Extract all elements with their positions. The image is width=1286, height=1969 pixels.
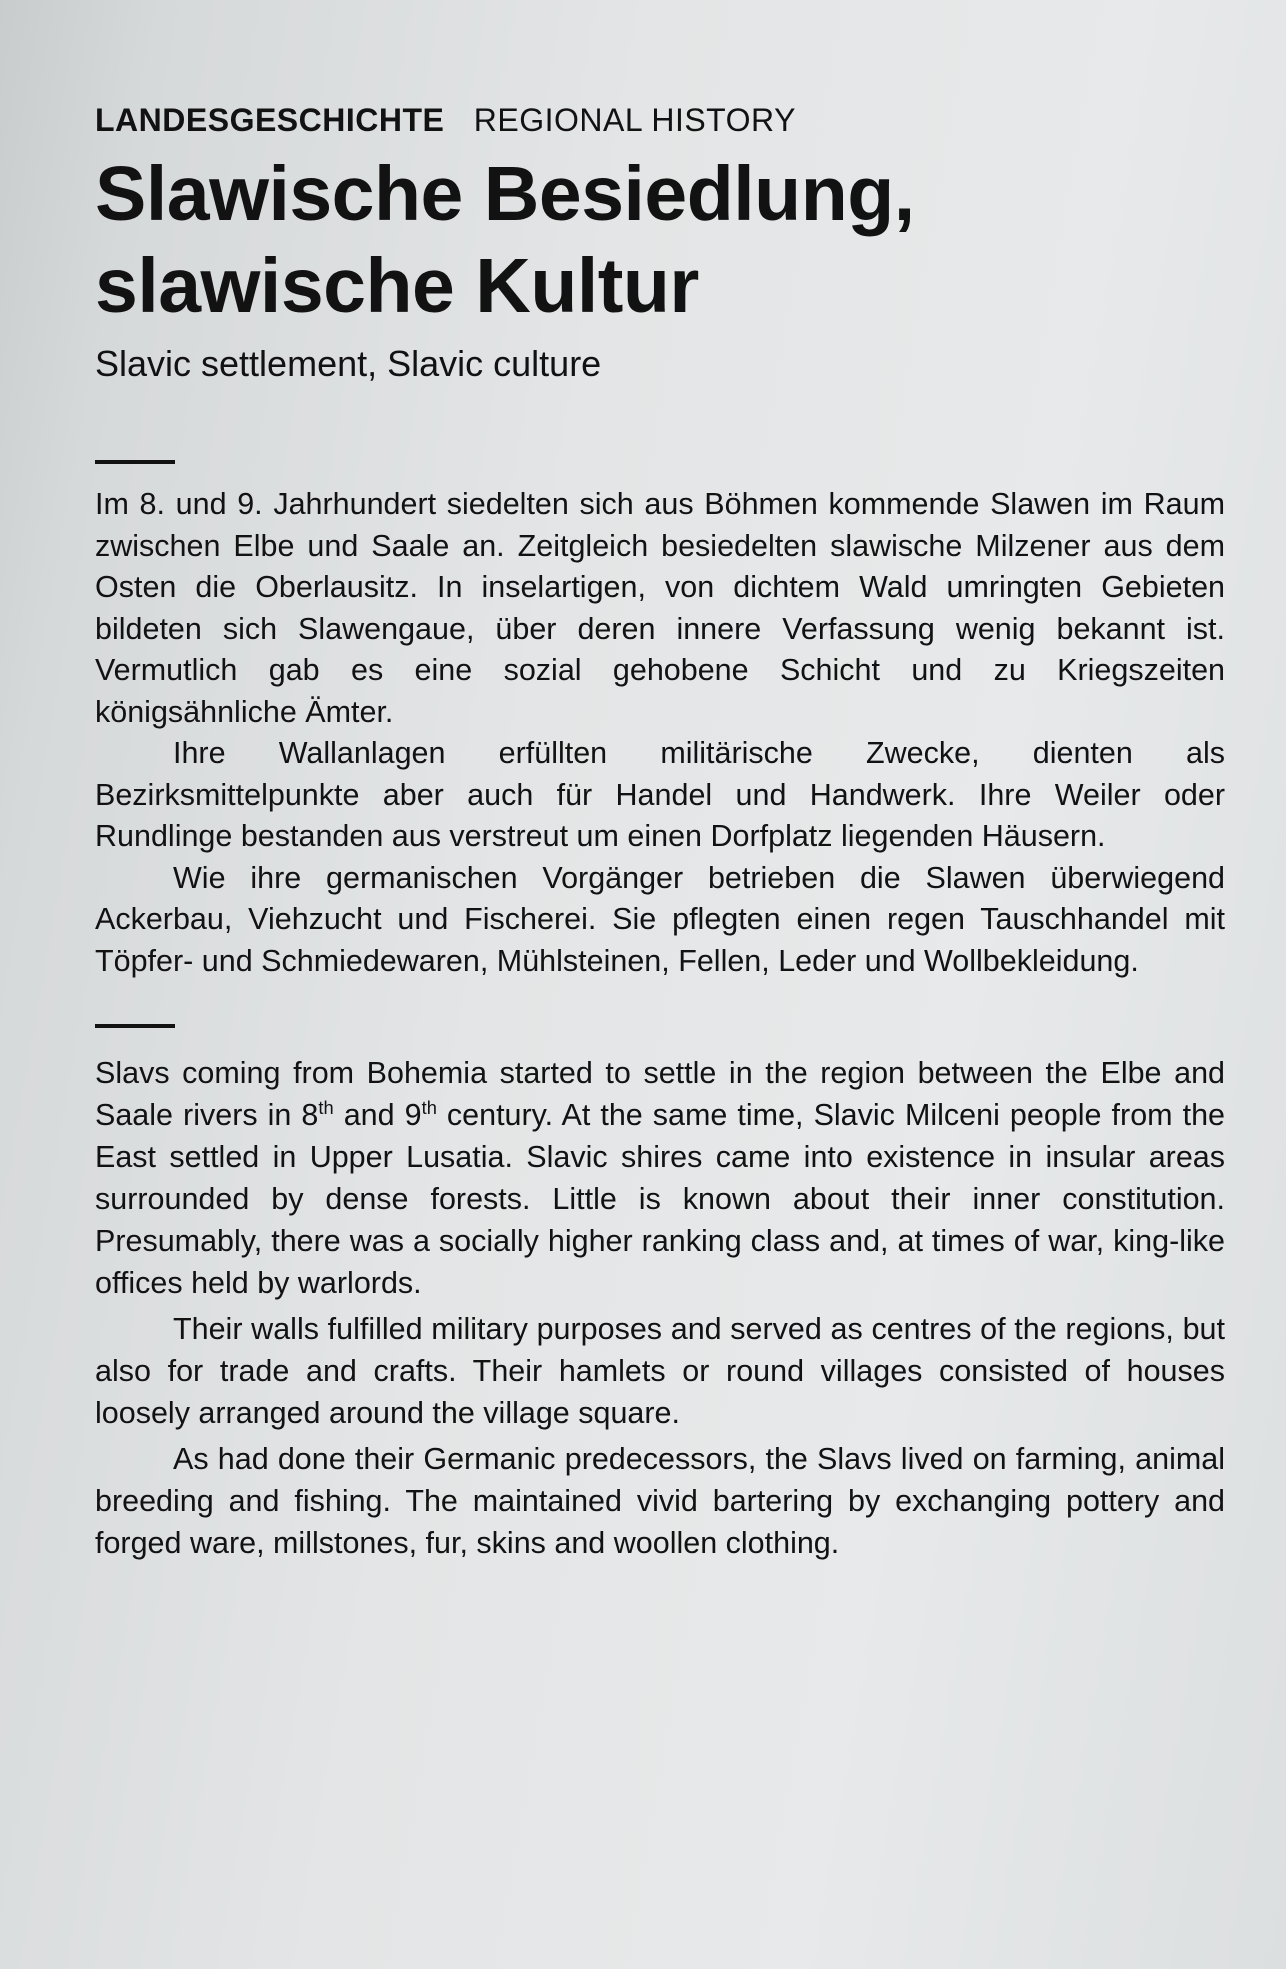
english-text: [95, 1052, 1225, 1564]
english-paragraph-1-part-b: and 9: [333, 1098, 422, 1132]
title-line-1: Slawische Besiedlung,: [95, 151, 915, 237]
english-paragraph-1-part-a: Slavs coming from Bohemia started to settle in the region between the Elbe and Saale rivers in 8: [95, 1056, 1225, 1132]
divider-english: [95, 1024, 175, 1028]
english-paragraph-2: Their walls fulfilled military purposes and served as centres of the regions, but also for trade and crafts. Their hamlets or round villages consisted of houses loosely arranged around the village square.: [95, 1312, 1225, 1430]
german-paragraph-2: Ihre Wallanlagen erfüllten militärische Zwecke, dienten als Bezirksmittelpunkte aber auch für Handel und Handwerk. Ihre Weiler oder Rundlinge bestanden aus verstreut um einen Dorfplatz liegenden Häusern.: [95, 736, 1225, 853]
kicker-english: REGIONAL HISTORY: [473, 102, 796, 138]
panel-title: [95, 148, 1225, 332]
exhibit-panel: [95, 100, 1225, 1564]
superscript-th-1: th: [318, 1096, 334, 1118]
kicker-german: LANDESGESCHICHTE: [95, 102, 445, 138]
panel-subtitle: Slavic settlement, Slavic culture: [95, 343, 602, 384]
german-text: [95, 484, 1225, 982]
german-paragraph-3: Wie ihre germanischen Vorgänger betrieben die Slawen überwiegend Ackerbau, Viehzucht und Fischerei. Sie pflegten einen regen Tauschhandel mit Töpfer- und Schmiedewaren, Mühlsteinen, Fellen, Leder und Wollbekleidung.: [95, 860, 1225, 978]
title-line-2: slawische Kultur: [95, 243, 699, 329]
superscript-th-2: th: [421, 1096, 437, 1118]
german-paragraph-1: Im 8. und 9. Jahrhundert siedelten sich aus Böhmen kommende Slawen im Raum zwischen Elbe und Saale an. Zeitgleich besiedelten slawische Milzener aus dem Osten die Oberlausitz. In inselartigen, von dichtem Wald umringten Gebieten bildeten sich Slawengaue, über deren innere Verfassung wenig bekannt ist. Vermutlich gab es eine sozial gehobene Schicht und zu Kriegszeiten königsähnliche Ämter.: [95, 487, 1225, 729]
english-paragraph-3: As had done their Germanic predecessors, the Slavs lived on farming, animal breeding and fishing. The maintained vivid bartering by exchanging pottery and forged ware, millstones, fur, skins and woollen clothing.: [95, 1442, 1225, 1560]
english-paragraph-1-part-c: century. At the same time, Slavic Milceni people from the East settled in Upper Lusatia. Slavic shires came into existence in insular areas surrounded by dense forests. Little is known about their inner constitution. Presumably, there was a socially higher ranking class and, at times of war, king-like offices held by warlords.: [95, 1098, 1226, 1300]
kicker: [95, 100, 1225, 142]
english-paragraph-1: [95, 1052, 1225, 1304]
divider-german: [95, 460, 175, 464]
